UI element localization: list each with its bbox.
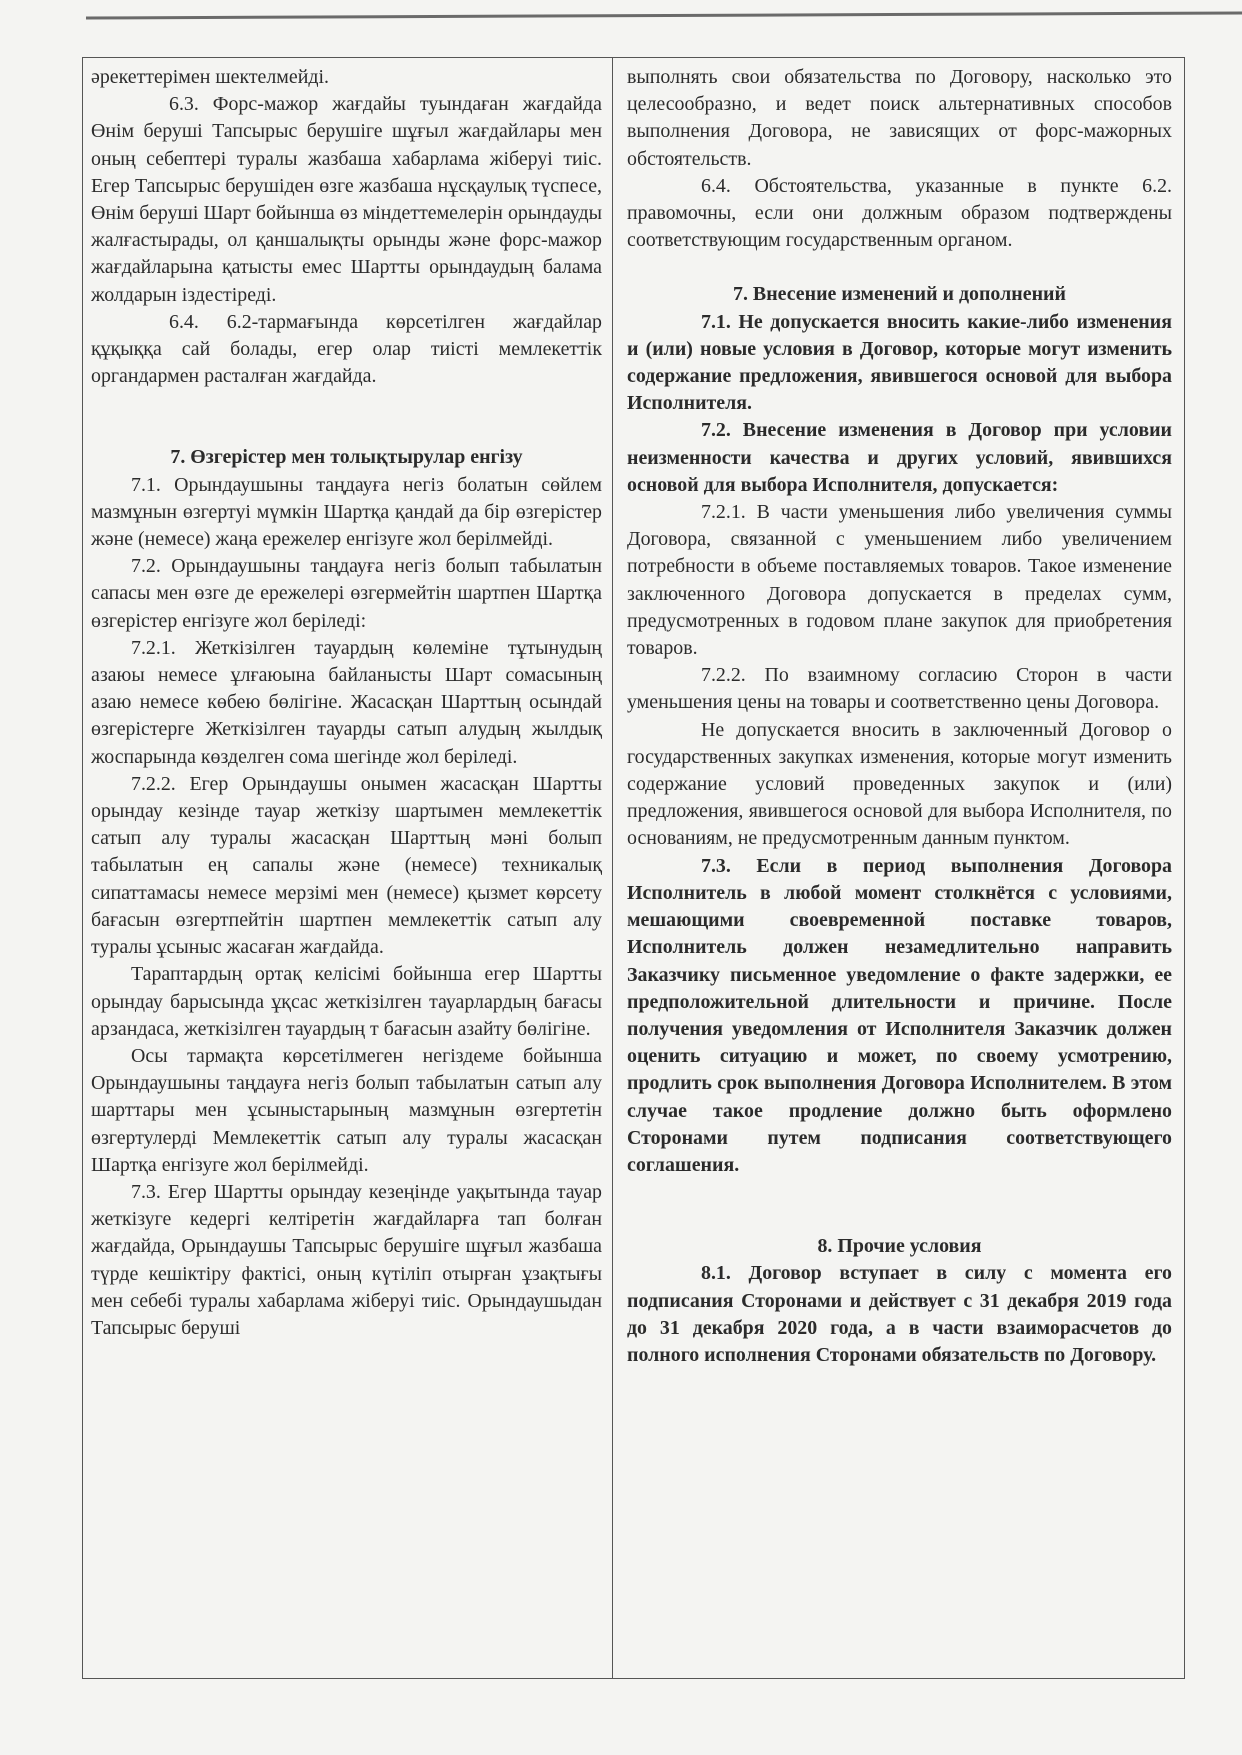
paragraph-ru-not-allowed: Не допускается вносить в заключенный Договор о государственных закупках изменения, которые могут изменить содержание условий проведенных закупок и (или) предложения, явившегося основой для выбора Исполнителя, по основаниям, не предусмотренным данным пунктом. (627, 718, 1172, 850)
paragraph-kk-7-2: 7.2. Орындаушыны таңдауға негіз болып табылатын сапасы мен өзге де ережелері өзгермейтін шартпен Шартқа өзгерістер енгізуге жол беріледі: (91, 555, 602, 632)
paragraph-kk-7-2-2: 7.2.2. Егер Орындаушы онымен жасасқан Шартты орындау кезінде тауар жеткізу шартымен мемлекеттік сатып алу туралы жасасқан Шарттың мәні болып табылатын ең сапалы және (немесе) техникалық сипаттамасы немесе мерзімі мен (немесе) қызмет көрсету бағасын өзгертпейтін шартпен мемлекеттік сатып алу туралы ұсыныс жасаған жағдайда. (91, 772, 602, 959)
paragraph-ru-8-1: 8.1. Договор вступает в силу с момента его подписания Сторонами и действует с 31 декабря 2019 года до 31 декабря 2020 года, а в части взаиморасчетов до полного исполнения Сторонами обязательств по Договору. (627, 1262, 1172, 1366)
paragraph-ru-7-2-1: 7.2.1. В части уменьшения либо увеличения суммы Договора, связанной с уменьшением либо увеличением потребности в объеме поставляемых товаров. Такое изменение заключенного Договора допускается в пределах сумм, предусмотренных в годовом плане закупок для приобретения товаров. (627, 501, 1172, 660)
spacer (627, 1179, 1172, 1233)
kazakh-column (83, 58, 613, 1678)
paragraph-kk-7-2-1: 7.2.1. Жеткізілген тауардың көлеміне тұтынудың азаюы немесе ұлғаюына байланысты Шарт сомасының азаю немесе көбею бөлігіне. Жасасқан Шарттың осындай өзгерістерге Жеткізілген тауарды сатып алудың жылдық жоспарында көзделген сома шегінде жол беріледі. (91, 636, 602, 768)
scan-top-border (86, 11, 1242, 19)
section-heading-kk-7: 7. Өзгерістер мен толықтырулар енгізу (170, 446, 523, 469)
paragraph-ru-continuation: выполнять свои обязательства по Договору, насколько это целесообразно, и ведет поиск альтернативных способов выполнения Договора, не зависящих от форс-мажорных обстоятельств. (627, 66, 1172, 170)
paragraph-ru-7-3: 7.3. Если в период выполнения Договора Исполнитель в любой момент столкнётся с условиями, мешающими своевременной поставке товаров, Исполнитель должен незамедлительно направить Заказчику письменное уведомление о факте задержки, ее предположительной длительности и причине. После получения уведомления от Исполнителя Заказчик должен оценить ситуацию и может, по своему усмотрению, продлить срок выполнения Договора Исполнителем. В этом случае такое продление должно быть оформлено Сторонами путем подписания соответствующего соглашения. (627, 854, 1172, 1176)
spacer (627, 254, 1172, 281)
paragraph-kk-6-3: 6.3. Форс-мажор жағдайы туындаған жағдайда Өнім беруші Тапсырыс берушіге шұғыл жағдайлары мен оның себептері туралы жазбаша хабарлама жіберуі тиіс. Егер Тапсырыс берушіден өзге жазбаша нұсқаулық түспесе, Өнім беруші Шарт бойынша өз міндеттемелерін орындауды жалғастырады, ол қаншалықты орынды және форс-мажор жағдайларына қатысты емес Шартты орындаудың балама жолдарын іздестіреді. (91, 93, 602, 306)
paragraph-kk-6-4: 6.4. 6.2-тармағында көрсетілген жағдайлар құқыққа сай болады, егер олар тиісті мемлекеттік органдармен расталған жағдайда. (91, 310, 602, 388)
section-heading-ru-7: 7. Внесение изменений и дополнений (733, 283, 1066, 306)
paragraph-ru-7-1: 7.1. Не допускается вносить какие-либо изменения и (или) новые условия в Договор, которые могут изменить содержание предложения, явившегося основой для выбора Исполнителя. (627, 310, 1172, 415)
document-page (82, 57, 1185, 1679)
paragraph-kk-continuation: әрекеттерімен шектелмейді. (91, 66, 329, 88)
paragraph-kk-7-1: 7.1. Орындаушыны таңдауға негіз болатын сөйлем мазмұнын өзгертуі мүмкін Шартқа қандай да бір өзгерістер және (немесе) жаңа ережелер енгізуге жол берілмейді. (91, 473, 602, 551)
russian-column (613, 58, 1184, 1678)
paragraph-kk-7-3: 7.3. Егер Шартты орындау кезеңінде уақытында тауар жеткізуге кедергі келтіретін жағдайларға тап болған жағдайда, Орындаушы Тапсырыс берушіге шұғыл жазбаша түрде кешіктіру фактісі, оның күтіліп отырған ұзақтығы мен себебі туралы хабарлама жіберуі тиіс. Орындаушыдан Тапсырыс беруші (91, 1180, 602, 1339)
paragraph-kk-not-allowed: Осы тармақта көрсетілмеген негіздеме бойынша Орындаушыны таңдауға негіз болып табылатын сатып алу шарттары мен ұсыныстарының мазмұнын өзгертетін өзгертулерді Мемлекеттік сатып алу туралы жасасқан Шартқа енгізуге жол берілмейді. (91, 1044, 602, 1176)
paragraph-kk-mutual-agreement: Тараптардың ортақ келісімі бойынша егер Шартты орындау барысында ұқсас жеткізілген тауарлардың бағасы арзандаса, жеткізілген тауардың т бағасын азайту бөлігіне. (91, 963, 602, 1040)
paragraph-ru-7-2: 7.2. Внесение изменения в Договор при условии неизменности качества и других условий, явившихся основой для выбора Исполнителя, допускается: (627, 419, 1172, 496)
section-heading-ru-8: 8. Прочие условия (817, 1235, 982, 1258)
paragraph-ru-6-4: 6.4. Обстоятельства, указанные в пункте 6.2. правомочны, если они должным образом подтверждены соответствующим государственным органом. (627, 174, 1172, 252)
spacer (91, 390, 602, 444)
paragraph-ru-7-2-2: 7.2.2. По взаимному согласию Сторон в части уменьшения цены на товары и соответственно цены Договора. (627, 664, 1172, 714)
